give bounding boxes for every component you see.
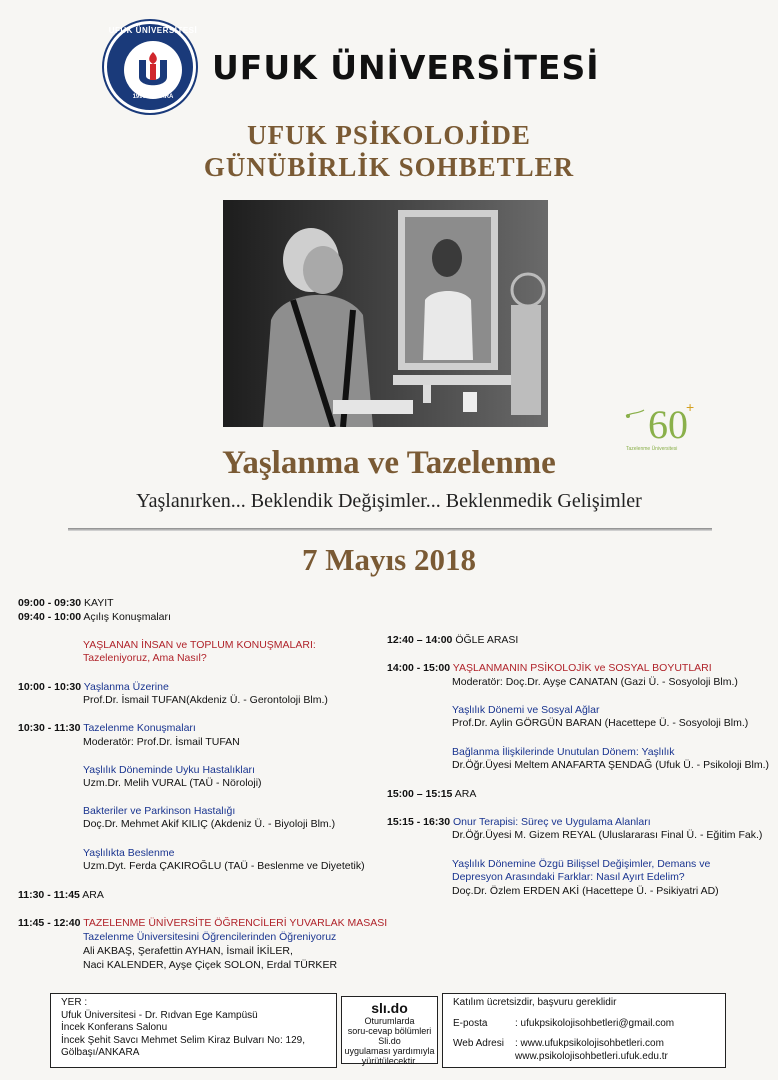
- mirror-photo: [223, 200, 548, 427]
- participants: Ali AKBAŞ, Şerafettin AYHAN, İsmail İKİLER,: [83, 945, 293, 957]
- web-line: Web Adresi : www.ufukpsikolojisohbetleri.com: [453, 1038, 664, 1049]
- email-link[interactable]: : ufukpsikolojisohbetleri@gmail.com: [515, 1017, 675, 1029]
- program-row: 11:45 - 12:40 TAZELENME ÜNİVERSİTE ÖĞRENCİLERİ YUVARLAK MASASI: [18, 917, 388, 929]
- speaker-line: Uzm.Dyt. Ferda ÇAKIROĞLU (TAÜ - Beslenme ve Diyetetik): [83, 860, 365, 872]
- program-row: 09:00 - 09:30 KAYIT: [18, 597, 114, 609]
- event-subtitle: Yaşlanırken... Beklendik Değişimler... Beklenmedik Gelişimler: [136, 490, 642, 512]
- session-title: YAŞLANAN İNSAN ve TOPLUM KONUŞMALARI:: [83, 639, 316, 651]
- talk-title: Depresyon Arasındaki Farklar: Nasıl Ayırt Edelim?: [452, 871, 685, 883]
- event-topic: Yaşlanma ve Tazelenme: [222, 445, 556, 481]
- program-row: 15:00 – 15:15 ARA: [387, 788, 477, 800]
- session-title: Tazeleniyoruz, Ama Nasıl?: [83, 652, 207, 664]
- web-link[interactable]: : www.ufukpsikolojisohbetleri.com: [515, 1038, 664, 1049]
- email-line: E-posta : ufukpsikolojisohbetleri@gmail.com: [453, 1017, 675, 1029]
- badge-number: 60: [648, 402, 688, 447]
- speaker-line: Doç.Dr. Özlem ERDEN AKİ (Hacettepe Ü. - Psikiyatri AD): [452, 885, 719, 897]
- series-title-line1: UFUK PSİKOLOJİDE: [247, 120, 531, 150]
- program-row: 10:30 - 11:30 Tazelenme Konuşmaları: [18, 722, 196, 734]
- talk-title: Yaşlılık Döneminde Uyku Hastalıkları: [83, 764, 255, 776]
- slido-box: slı.do Oturumlarda soru-cevap bölümleri Sli.do uygulaması yardımıyla yürütülecektir.: [341, 996, 438, 1064]
- speaker-line: Uzm.Dr. Melih VURAL (TAÜ - Nöroloji): [83, 777, 262, 789]
- talk-title: Yaşlılık Dönemi ve Sosyal Ağlar: [452, 704, 600, 716]
- roundtable-subtitle: Tazelenme Üniversitesini Öğrencilerinden Öğreniyoruz: [83, 931, 337, 943]
- speaker-line: Dr.Öğr.Üyesi Meltem ANAFARTA ŞENDAĞ (Ufuk Ü. - Psikoloji Blm.): [452, 759, 770, 771]
- talk-title: Yaşlılık Dönemine Özgü Bilişsel Değişimler, Demans ve: [452, 858, 711, 870]
- seal-arc-text: UFUK ÜNİVERSİTESİ: [108, 26, 198, 35]
- badge-caption: Tazelenme Üniversitesi: [626, 446, 678, 452]
- web-link-2[interactable]: www.psikolojisohbetleri.ufuk.edu.tr: [515, 1050, 668, 1062]
- program-row: 14:00 - 15:00 YAŞLANMANIN PSİKOLOJİK ve SOSYAL BOYUTLARI: [387, 662, 712, 674]
- program-row: 15:15 - 16:30 Onur Terapisi: Süreç ve Uygulama Alanları: [387, 816, 651, 828]
- talk-title: Bakteriler ve Parkinson Hastalığı: [83, 805, 236, 817]
- talk-title: Bağlanma İlişkilerinde Unutulan Dönem: Yaşlılık: [452, 746, 675, 758]
- divider: [68, 528, 712, 531]
- seal-year: 1999 ANKARA: [132, 94, 174, 100]
- talk-title: Yaşlılıkta Beslenme: [83, 847, 175, 859]
- moderator-line: Moderatör: Prof.Dr. İsmail TUFAN: [83, 736, 240, 748]
- series-title-line2: GÜNÜBİRLİK SOHBETLER: [203, 152, 575, 182]
- location-box: YER : Ufuk Üniversitesi - Dr. Rıdvan Ege Kampüsü İncek Konferans Salonu İncek Şehit Savcı Mehmet Selim Kiraz Bulvarı No: 129, Gölbaşı/ANKARA: [50, 993, 337, 1068]
- program-row: 12:40 – 14:00 ÖĞLE ARASI: [387, 634, 519, 646]
- event-date: 7 Mayıs 2018: [302, 542, 476, 577]
- program-row: 09:40 - 10:00 Açılış Konuşmaları: [18, 611, 171, 623]
- speaker-line: Doç.Dr. Mehmet Akif KILIÇ (Akdeniz Ü. - Biyoloji Blm.): [83, 818, 336, 830]
- header: [104, 22, 600, 112]
- university-seal: [104, 21, 196, 113]
- speaker-line: Dr.Öğr.Üyesi M. Gizem REYAL (Uluslararası Final Ü. - Eğitim Fak.): [452, 829, 763, 841]
- speaker-line: Prof.Dr. İsmail TUFAN(Akdeniz Ü. - Gerontoloji Blm.): [83, 694, 328, 706]
- university-name: UFUK ÜNİVERSİTESİ: [212, 47, 600, 87]
- flame-u-icon: [135, 50, 171, 90]
- slido-logo: slı.do: [371, 1000, 408, 1016]
- participants: Naci KALENDER, Ayşe Çiçek SOLON, Erdal TÜRKER: [83, 959, 338, 971]
- program-row: 11:30 - 11:45 ARA: [18, 889, 104, 901]
- registration-note: Katılım ücretsizdir, başvuru gereklidir: [453, 997, 617, 1008]
- program-row: 10:00 - 10:30 Yaşlanma Üzerine: [18, 681, 169, 693]
- svg-text:+: +: [686, 399, 695, 415]
- moderator-line: Moderatör: Doç.Dr. Ayşe CANATAN (Gazi Ü. - Sosyoloji Blm.): [452, 676, 738, 688]
- speaker-line: Prof.Dr. Aylin GÖRGÜN BARAN (Hacettepe Ü. - Sosyoloji Blm.): [452, 717, 749, 729]
- contact-box: [442, 993, 726, 1068]
